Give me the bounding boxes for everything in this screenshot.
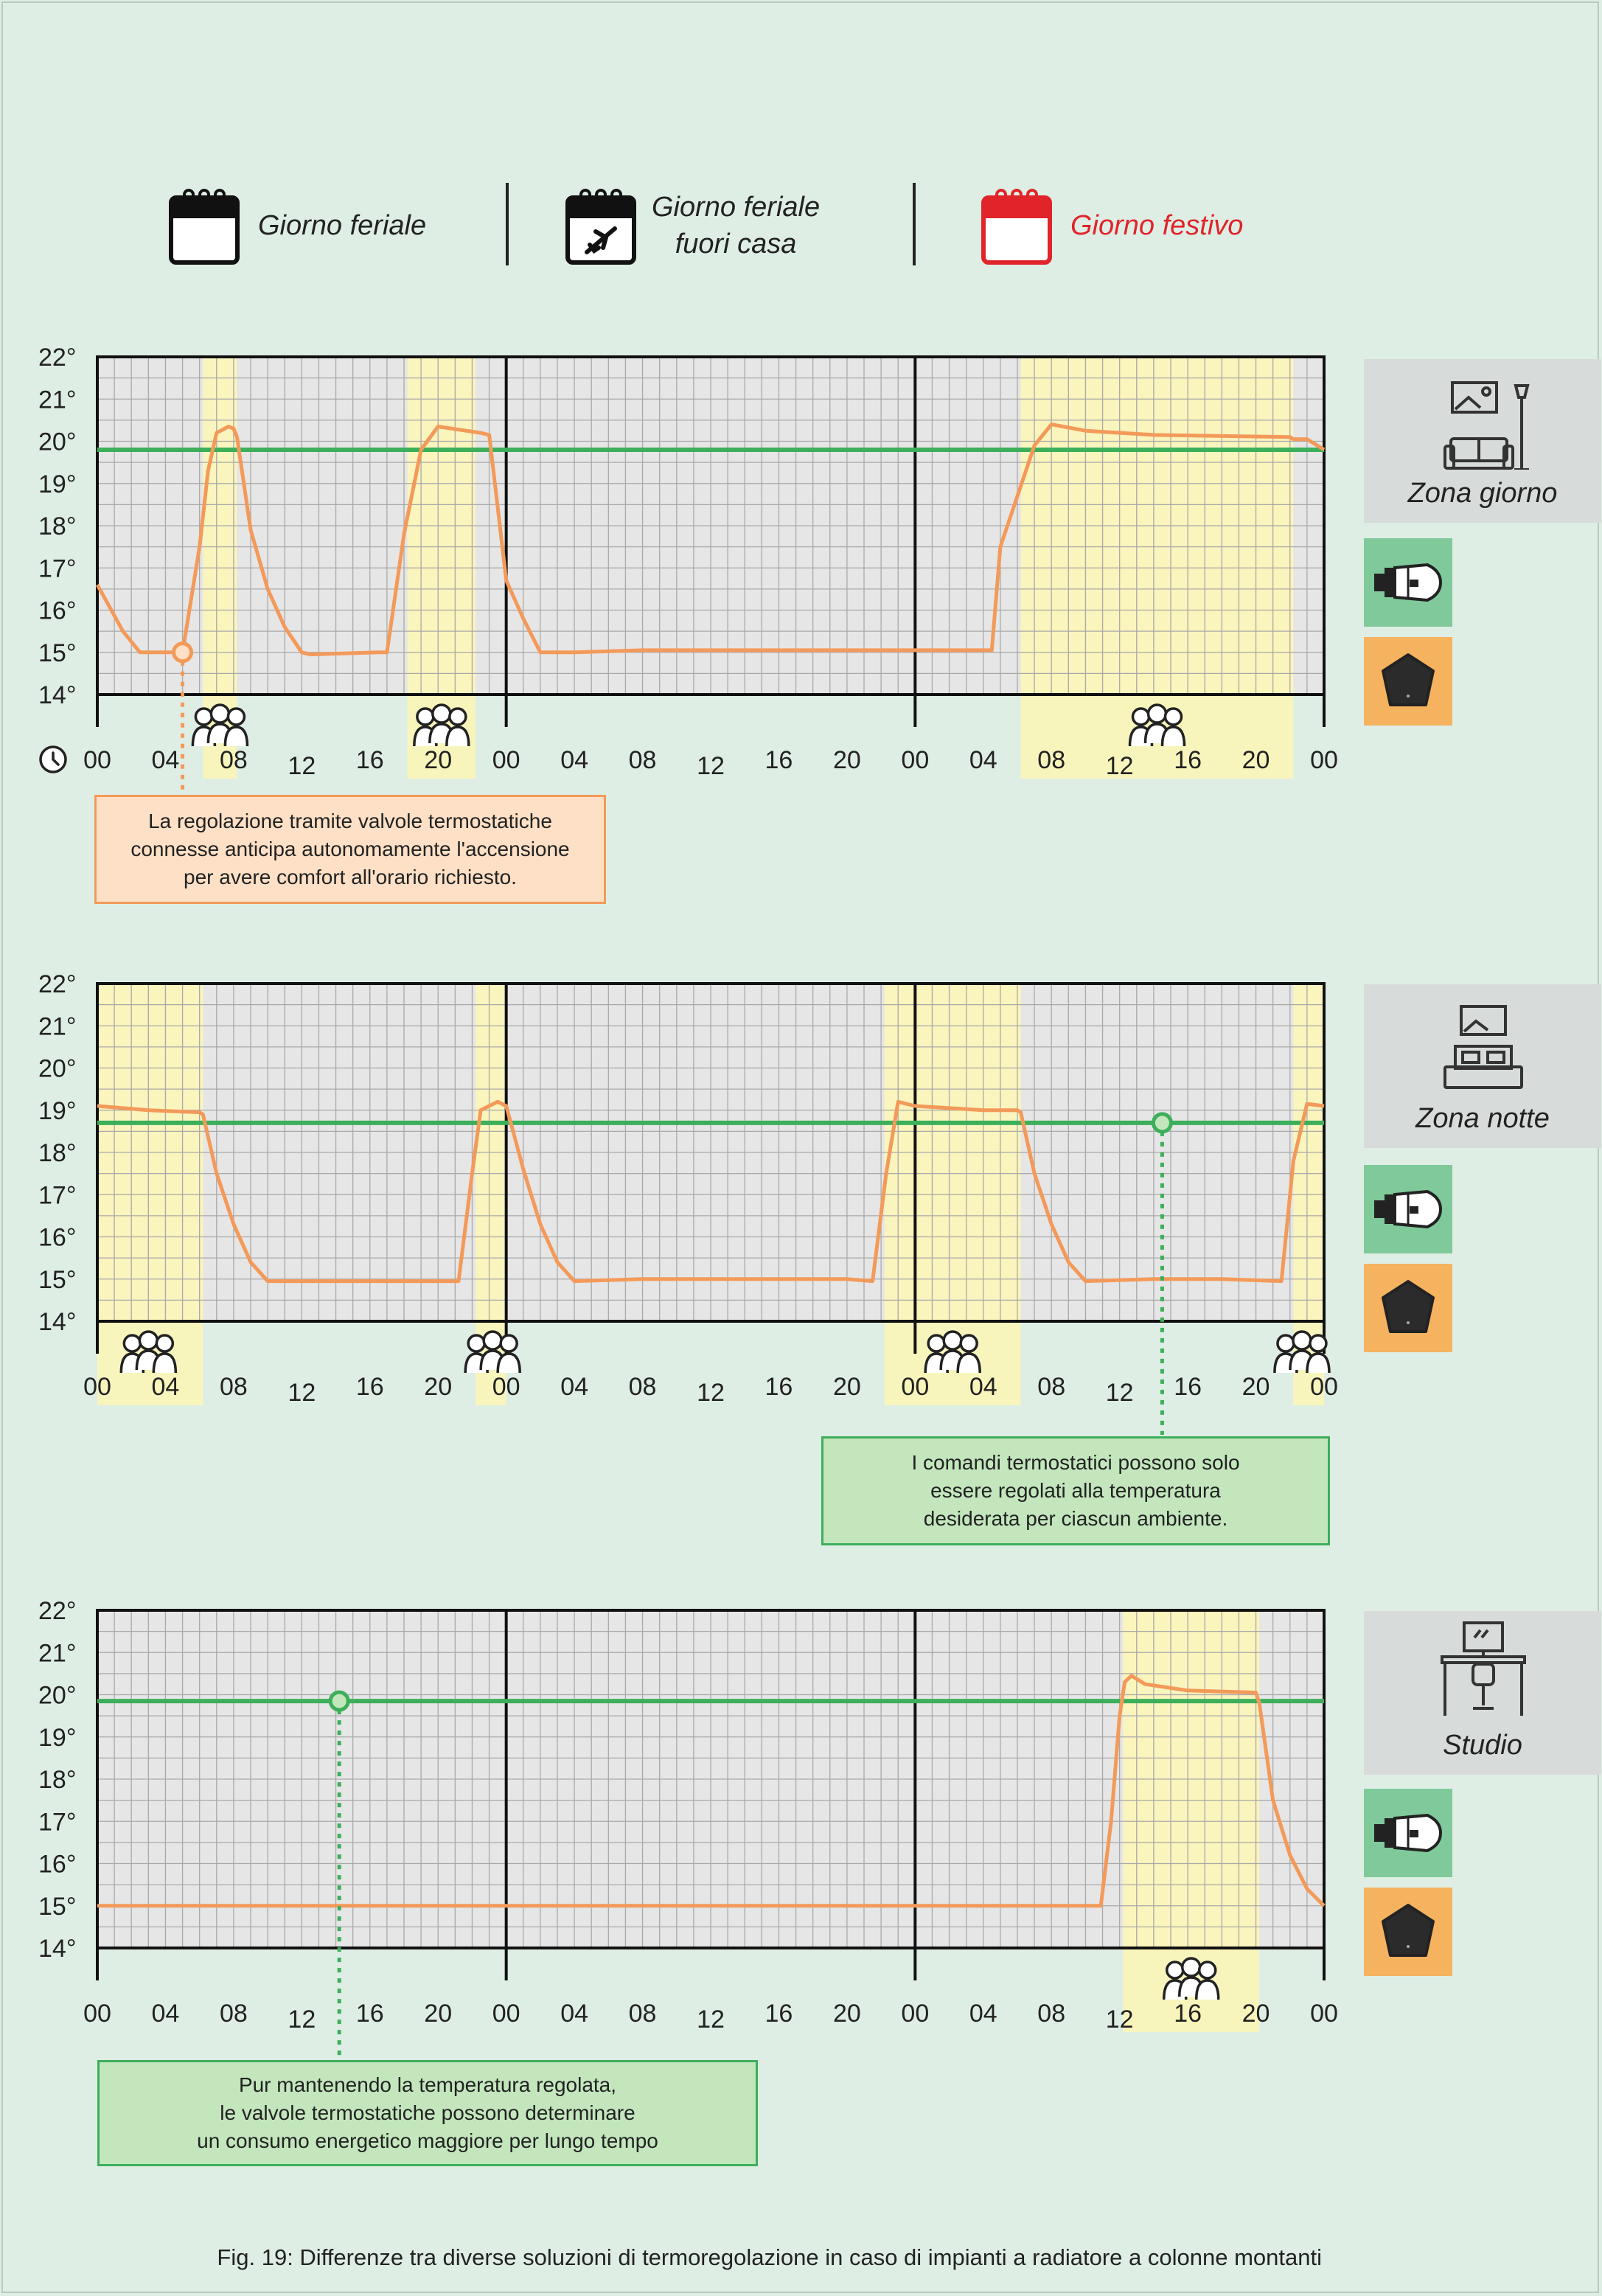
x-tick-label: 16 — [1174, 1373, 1202, 1401]
person-body — [1163, 727, 1185, 746]
y-tick-label: 19° — [38, 1096, 77, 1125]
clock-icon — [41, 747, 66, 772]
x-tick-label: 00 — [492, 2000, 520, 2028]
legend-holiday — [981, 186, 1243, 265]
x-tick-label: 12 — [1105, 752, 1134, 780]
x-tick-label: 00 — [492, 1373, 520, 1401]
person-head — [195, 709, 212, 725]
callout-thermostatic-setpoint: I comandi termostatici possono solo essere regolati alla temperatura desiderata per ciascun ambiente. — [821, 1436, 1330, 1545]
x-tick-label: 08 — [1037, 1373, 1066, 1401]
x-tick-label: 00 — [901, 746, 930, 774]
y-tick-label: 18° — [38, 512, 77, 540]
x-tick-label: 12 — [1105, 1379, 1134, 1407]
x-tick-label: 16 — [355, 2000, 384, 2028]
person-head — [433, 705, 450, 723]
x-tick-label: 20 — [832, 746, 861, 774]
y-tick-label: 17° — [38, 1808, 77, 1837]
legend — [0, 177, 1602, 273]
x-tick-label: 04 — [969, 1373, 997, 1401]
person-head — [228, 709, 244, 725]
x-tick-label: 08 — [1037, 746, 1066, 774]
chart-zona-giorno — [0, 324, 1364, 811]
x-tick-label: 08 — [628, 2000, 657, 2028]
person-head — [156, 1335, 173, 1351]
person-head — [928, 1335, 944, 1351]
person-body — [447, 727, 469, 746]
people-icon — [192, 705, 247, 746]
thermostatic-valve-box — [1364, 538, 1452, 627]
figure-caption: Fig. 19: Differenze tra diverse soluzioni di termoregolazione in caso di impianti a radiatore a colonne montanti — [217, 2244, 1322, 2270]
y-tick-label: 20° — [38, 1681, 77, 1710]
y-tick-label: 15° — [38, 1892, 77, 1921]
x-tick-label: 04 — [151, 2000, 180, 2028]
y-tick-label: 18° — [38, 1139, 77, 1167]
x-tick-label: 08 — [1037, 2000, 1066, 2028]
living-room-icon — [1364, 359, 1601, 470]
people-icon — [465, 1332, 520, 1373]
x-tick-label: 20 — [1241, 746, 1270, 774]
bedroom-icon — [1364, 984, 1601, 1095]
x-tick-label: 12 — [288, 2005, 316, 2034]
smart-controller-icon — [1364, 637, 1452, 726]
x-tick-label: 08 — [628, 746, 657, 774]
x-tick-label: 00 — [1310, 2000, 1338, 2028]
legend-away-label-2: fuori casa — [675, 229, 797, 260]
person-head — [501, 1335, 517, 1351]
x-tick-label: 12 — [697, 752, 725, 780]
smart-controller-box — [1364, 1264, 1452, 1352]
y-tick-label: 21° — [38, 386, 77, 414]
y-tick-label: 21° — [38, 1639, 77, 1668]
person-body — [498, 1354, 520, 1373]
callout-anticipation: La regolazione tramite valvole termostatiche connesse anticipa autonomamente l'accensione per avere comfort all'orario richiesto. — [94, 795, 606, 904]
x-tick-label: 00 — [492, 746, 520, 774]
person-body — [1307, 1354, 1329, 1373]
x-tick-label: 16 — [1174, 746, 1202, 774]
person-body — [1197, 1980, 1219, 2000]
x-tick-label: 16 — [355, 1373, 384, 1401]
person-head — [139, 1332, 157, 1349]
zone-label: Zona giorno — [1407, 478, 1558, 509]
x-tick-label: 12 — [288, 1379, 316, 1407]
person-head — [417, 709, 433, 725]
x-tick-label: 20 — [1241, 1373, 1270, 1401]
x-tick-label: 12 — [1105, 2005, 1134, 2034]
x-tick-label: 00 — [1310, 746, 1338, 774]
y-tick-label: 20° — [38, 428, 77, 456]
people-icon — [121, 1332, 175, 1373]
legend-weekday — [168, 186, 426, 265]
y-tick-label: 20° — [38, 1054, 77, 1083]
x-tick-label: 20 — [424, 2000, 453, 2028]
y-tick-label: 22° — [38, 970, 77, 998]
x-tick-label: 00 — [83, 746, 111, 774]
x-tick-label: 20 — [832, 1373, 861, 1401]
person-head — [211, 705, 229, 723]
x-tick-label: 04 — [969, 746, 997, 774]
x-tick-label: 20 — [424, 1373, 453, 1401]
y-tick-label: 14° — [38, 1308, 77, 1336]
smart-controller-icon — [1364, 1264, 1452, 1352]
person-body — [225, 727, 247, 746]
x-tick-label: 00 — [901, 1373, 930, 1401]
people-icon — [1164, 1958, 1219, 2000]
calendar-plane-icon — [565, 186, 638, 265]
data-marker — [174, 644, 192, 661]
smart-controller-icon — [1364, 1888, 1452, 1976]
y-tick-label: 14° — [38, 1935, 77, 1963]
person-head — [1166, 709, 1182, 725]
y-tick-label: 19° — [38, 470, 77, 498]
x-tick-label: 08 — [219, 2000, 248, 2028]
x-tick-label: 16 — [765, 2000, 793, 2028]
x-tick-label: 04 — [151, 746, 180, 774]
person-head — [124, 1335, 140, 1351]
calendar-icon — [168, 186, 242, 265]
data-marker — [1153, 1114, 1171, 1132]
person-head — [1133, 709, 1149, 725]
x-tick-label: 00 — [83, 1373, 111, 1401]
x-tick-label: 20 — [832, 2000, 861, 2028]
person-head — [1183, 1958, 1200, 1976]
zone-label: Zona notte — [1415, 1103, 1550, 1134]
x-tick-label: 00 — [901, 2000, 930, 2028]
person-head — [1293, 1332, 1311, 1349]
legend-holiday-label: Giorno festivo — [1070, 210, 1244, 241]
y-tick-label: 22° — [38, 344, 77, 372]
people-icon — [414, 705, 469, 746]
person-head — [484, 1332, 501, 1349]
x-tick-label: 16 — [355, 746, 384, 774]
person-head — [944, 1332, 961, 1349]
person-head — [1278, 1335, 1294, 1351]
thermostatic-valve-icon — [1364, 1165, 1452, 1253]
x-tick-label: 16 — [1174, 2000, 1202, 2028]
x-tick-label: 04 — [151, 1373, 180, 1401]
person-head — [468, 1335, 484, 1351]
person-head — [1199, 1962, 1216, 1978]
legend-away — [565, 186, 820, 265]
people-icon — [1130, 705, 1185, 746]
smart-controller-box — [1364, 637, 1452, 726]
y-tick-label: 16° — [38, 1850, 77, 1879]
legend-away-label-1: Giorno feriale — [652, 192, 821, 223]
thermostatic-valve-icon — [1364, 538, 1452, 627]
data-marker — [330, 1692, 348, 1710]
y-tick-label: 22° — [38, 1597, 77, 1625]
zone-card-studio — [1364, 1611, 1601, 1775]
x-tick-label: 08 — [219, 1373, 248, 1401]
person-body — [958, 1354, 980, 1373]
y-tick-label: 21° — [38, 1012, 77, 1041]
person-head — [1310, 1335, 1326, 1351]
y-tick-label: 16° — [38, 596, 77, 625]
person-head — [1167, 1962, 1183, 1978]
x-tick-label: 08 — [219, 746, 248, 774]
x-tick-label: 12 — [697, 1379, 725, 1407]
person-body — [153, 1354, 175, 1373]
x-tick-label: 16 — [765, 1373, 793, 1401]
x-tick-label: 04 — [560, 2000, 589, 2028]
y-tick-label: 17° — [38, 1181, 77, 1210]
x-tick-label: 20 — [1241, 2000, 1270, 2028]
people-icon — [925, 1332, 980, 1373]
x-tick-label: 00 — [83, 2000, 111, 2028]
thermostatic-valve-icon — [1364, 1789, 1452, 1877]
x-tick-label: 00 — [1310, 1373, 1338, 1401]
legend-divider — [913, 183, 916, 265]
desk-icon — [1364, 1611, 1601, 1722]
person-head — [450, 709, 466, 725]
x-tick-label: 04 — [969, 2000, 997, 2028]
x-tick-label: 12 — [697, 2005, 725, 2034]
smart-controller-box — [1364, 1888, 1452, 1976]
person-head — [1149, 705, 1166, 723]
y-tick-label: 15° — [38, 639, 77, 667]
y-tick-label: 19° — [38, 1723, 77, 1752]
people-icon — [1275, 1332, 1329, 1373]
thermostatic-valve-box — [1364, 1789, 1452, 1877]
y-tick-label: 14° — [38, 681, 77, 709]
zone-card-notte — [1364, 984, 1601, 1148]
person-head — [961, 1335, 977, 1351]
chart-studio — [0, 1578, 1364, 2064]
x-tick-label: 04 — [560, 746, 589, 774]
zone-card-giorno — [1364, 359, 1601, 523]
x-tick-label: 08 — [628, 1373, 657, 1401]
y-tick-label: 18° — [38, 1766, 77, 1794]
calendar-red-icon — [981, 186, 1054, 265]
x-tick-label: 16 — [765, 746, 793, 774]
chart-zona-notte — [0, 951, 1364, 1438]
thermostatic-valve-box — [1364, 1165, 1452, 1253]
zone-label: Studio — [1443, 1730, 1522, 1761]
y-tick-label: 17° — [38, 554, 77, 583]
callout-energy-consumption: Pur mantenendo la temperatura regolata, le valvole termostatiche possono determinare un consumo energetico maggiore per lungo tempo — [97, 2060, 758, 2166]
y-tick-label: 16° — [38, 1223, 77, 1252]
x-tick-label: 12 — [288, 752, 316, 780]
y-tick-label: 15° — [38, 1265, 77, 1294]
legend-weekday-label: Giorno feriale — [258, 210, 427, 241]
x-tick-label: 20 — [424, 746, 453, 774]
x-tick-label: 04 — [560, 1373, 589, 1401]
legend-divider — [506, 183, 509, 265]
